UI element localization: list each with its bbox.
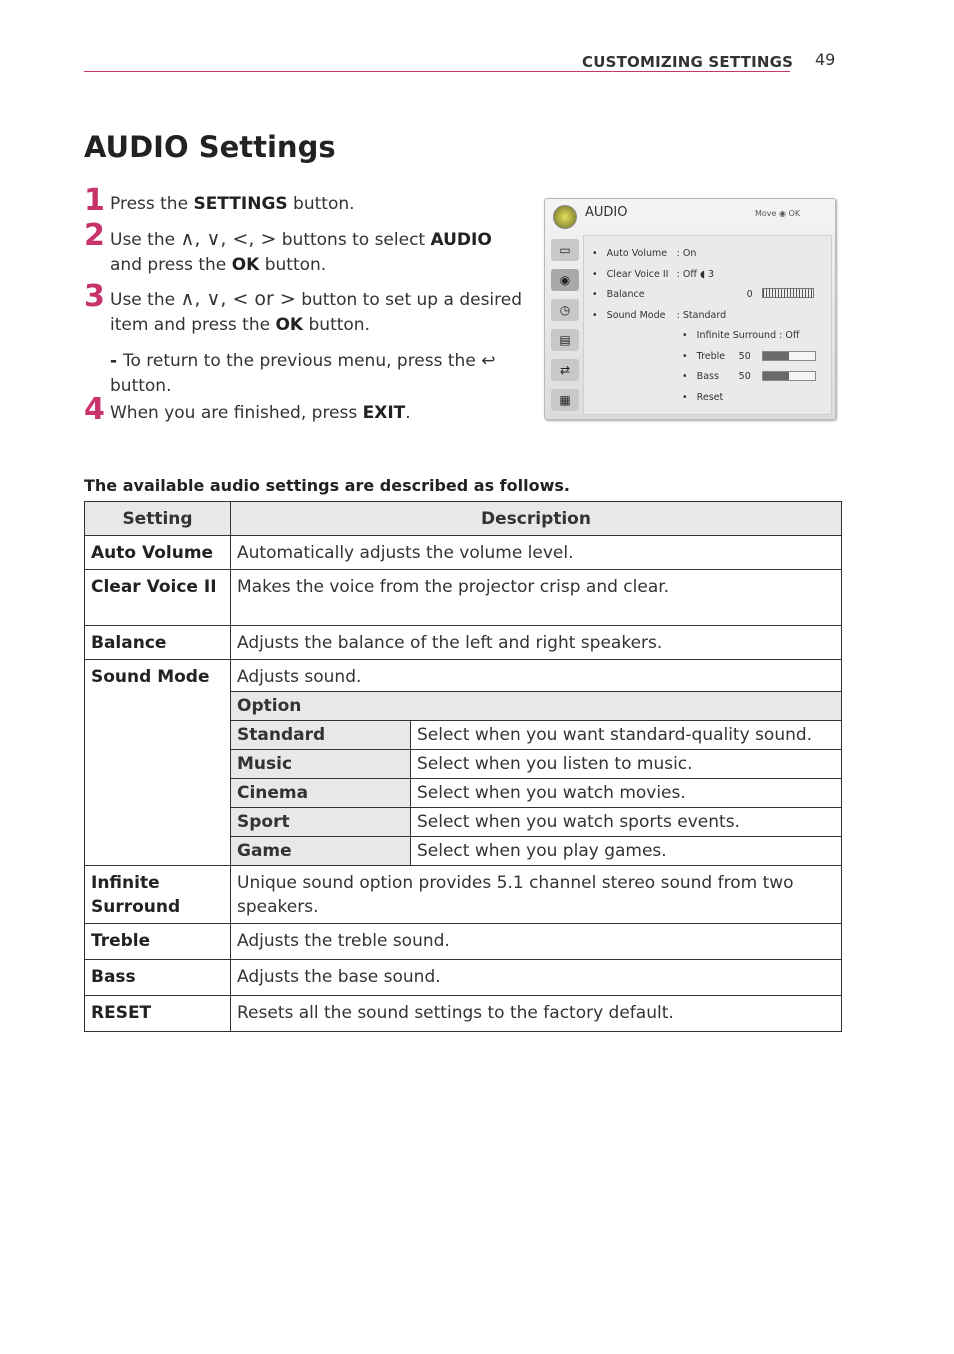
back-icon: ↩ [481, 351, 496, 371]
step-4-number: 4 [84, 392, 105, 427]
input-icon: ⇄ [551, 359, 579, 381]
bass-slider [762, 371, 816, 381]
osd-nav-hint: Move ◉ OK [755, 209, 801, 218]
media-icon: ▦ [551, 389, 579, 411]
option-header: Option [231, 692, 841, 721]
table-row: Infinite Surround Unique sound option provides 5.1 channel stereo sound from two speakers. [85, 866, 842, 924]
table-row: Treble Adjusts the treble sound. [85, 924, 842, 960]
step-2-text: Use the ∧, ∨, <, > buttons to select AUDIO and press the OK button. [110, 228, 492, 275]
osd-settings-list [583, 235, 832, 415]
running-header: CUSTOMIZING SETTINGS [582, 53, 794, 71]
page-title: AUDIO Settings [84, 130, 336, 164]
balance-slider [762, 288, 814, 298]
treble-slider [762, 351, 816, 361]
header-rule [84, 71, 790, 72]
option-row: Sport Select when you watch sports events. [231, 808, 841, 837]
audio-settings-table [84, 501, 842, 1032]
col-setting: Setting [85, 502, 231, 536]
sound-mode-options [231, 691, 841, 865]
osd-sub-treble: • Treble 50 [682, 351, 751, 362]
osd-row-sound-mode: • Sound Mode : Standard [592, 310, 727, 321]
step-1-number: 1 [84, 183, 105, 218]
table-row: Balance Adjusts the balance of the left and right speakers. [85, 626, 842, 660]
col-description: Description [231, 502, 842, 536]
audio-menu-screenshot [544, 198, 836, 420]
back-note: - To return to the previous menu, press the ↩ button. [110, 351, 496, 396]
step-2-number: 2 [84, 218, 105, 253]
step-1-text: Press the SETTINGS button. [110, 194, 355, 214]
table-row-sound-mode: Sound Mode Adjusts sound. Option Standard Select when you want standard-quality sound. Music Select when you listen to music. Cinema Select when you watch movies. Sport Select when you watch sports events. Game Select when you play games. [85, 660, 842, 866]
osd-sub-surround: • Infinite Surround : Off [682, 330, 800, 341]
option-row: Game Select when you play games. [231, 837, 841, 866]
osd-row-auto-volume: • Auto Volume : On [592, 248, 697, 259]
arrow-keys-icon: ∧, ∨, < or > [180, 288, 296, 310]
osd-title: AUDIO [585, 205, 628, 220]
speaker-icon [553, 205, 577, 229]
table-row: RESET Resets all the sound settings to the factory default. [85, 996, 842, 1032]
table-row: Clear Voice II Makes the voice from the projector crisp and clear. [85, 570, 842, 626]
osd-sub-reset: • Reset [682, 392, 724, 403]
option-row: Standard Select when you want standard-quality sound. [231, 721, 841, 750]
arrow-keys-icon: ∧, ∨, <, > [180, 228, 277, 250]
table-row: Auto Volume Automatically adjusts the volume level. [85, 536, 842, 570]
option-row: Cinema Select when you watch movies. [231, 779, 841, 808]
step-3-number: 3 [84, 279, 105, 314]
option-icon: ▤ [551, 329, 579, 351]
sound-mode-intro: Adjusts sound. [237, 667, 362, 687]
step-3-text: Use the ∧, ∨, < or > button to set up a desired item and press the OK button. [110, 288, 523, 335]
page-number: 49 [815, 50, 836, 69]
voice-icon: ◖ [699, 269, 705, 280]
clock-icon: ◷ [551, 299, 579, 321]
table-caption: The available audio settings are described as follows. [84, 476, 570, 495]
table-row: Bass Adjusts the base sound. [85, 960, 842, 996]
option-row: Music Select when you listen to music. [231, 750, 841, 779]
picture-icon: ▭ [551, 239, 579, 261]
audio-icon: ◉ [551, 269, 579, 291]
step-4-text: When you are finished, press EXIT. [110, 403, 411, 423]
osd-row-balance: • Balance 0 [592, 289, 753, 300]
osd-row-clear-voice: • Clear Voice II : Off ◖ 3 [592, 269, 715, 280]
osd-sub-bass: • Bass 50 [682, 371, 751, 382]
osd-category-sidebar [549, 235, 581, 413]
